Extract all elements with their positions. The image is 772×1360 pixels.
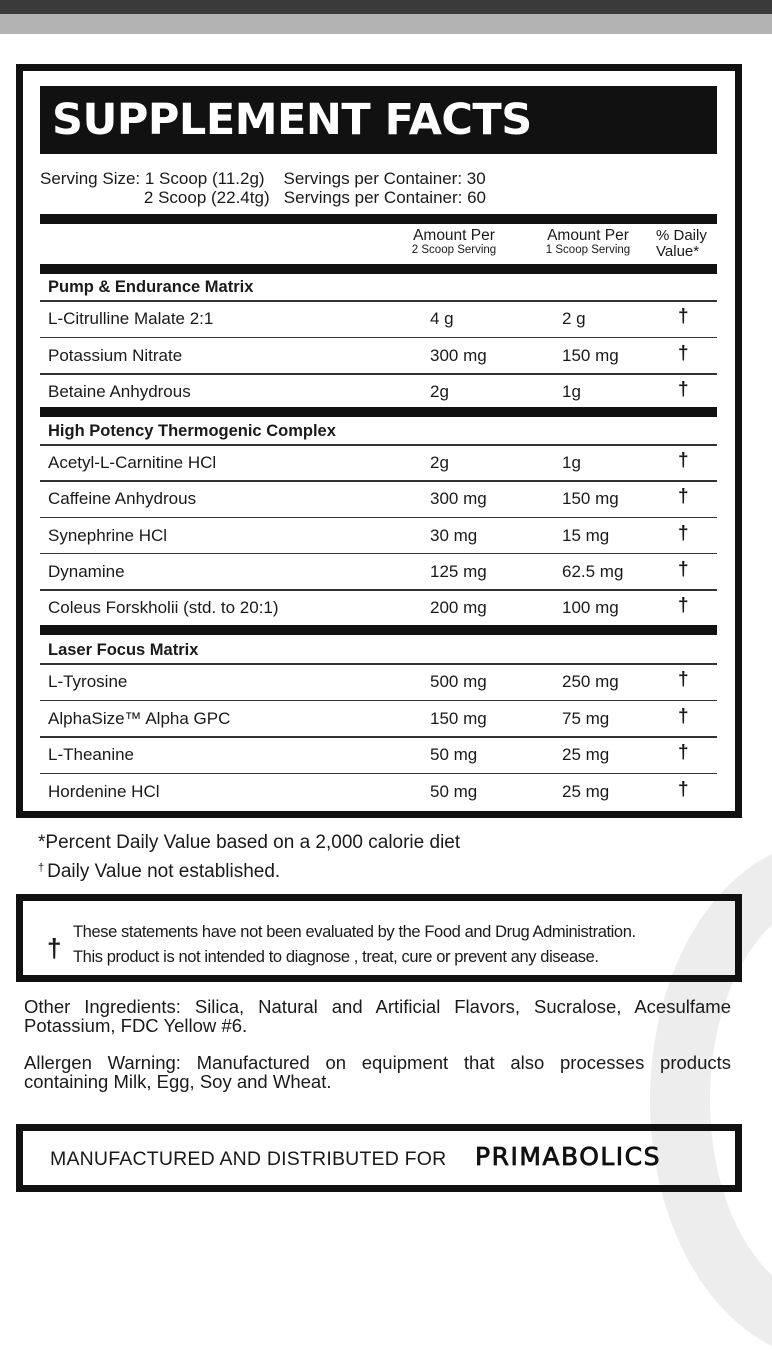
fda-disclaimer-box	[16, 894, 742, 982]
ingredient-name: L-Theanine	[48, 745, 135, 764]
row-divider	[40, 300, 717, 302]
row-divider	[40, 589, 717, 591]
divider-thick	[40, 214, 717, 224]
amount-2-scoop: 4 g	[430, 309, 454, 328]
brand-logo: PRIMABOLICS	[475, 1142, 662, 1171]
ingredient-name: Potassium Nitrate	[48, 345, 183, 365]
amount-1-scoop: 1g	[562, 382, 581, 401]
ingredient-name: L-Tyrosine	[48, 672, 128, 691]
amount-1-scoop: 25 mg	[562, 781, 610, 801]
amount-1-scoop: 2 g	[562, 309, 586, 328]
fda-line-1: These statements have not been evaluated by the Food and Drug Administration.	[73, 923, 636, 941]
daily-value-dagger: †	[678, 379, 689, 400]
row-divider	[40, 480, 717, 482]
top-band-dark	[0, 0, 772, 14]
daily-value-dagger: †	[678, 522, 689, 544]
daily-value-dagger: †	[678, 742, 689, 763]
row-divider	[40, 517, 717, 519]
dagger-icon: †	[47, 933, 62, 963]
ingredient-name: Betaine Anhydrous	[48, 382, 191, 401]
daily-value-dagger: †	[678, 669, 689, 690]
column-header-daily-value: % Daily Value*	[656, 227, 707, 260]
amount-1-scoop: 100 mg	[562, 598, 619, 618]
ingredient-name: Caffeine Anhydrous	[48, 489, 197, 509]
serving-line-1: Serving Size: 1 Scoop (11.2g) Servings per Container: 30	[40, 169, 486, 188]
ingredient-name: Coleus Forskholii (std. to 20:1)	[48, 598, 279, 618]
top-band-gray	[0, 14, 772, 34]
amount-2-scoop: 300 mg	[430, 345, 487, 365]
section-title: High Potency Thermogenic Complex	[48, 422, 336, 440]
amount-1-scoop: 1g	[562, 453, 581, 472]
row-divider	[40, 444, 717, 446]
section-divider	[40, 625, 717, 635]
amount-1-scoop: 62.5 mg	[562, 561, 624, 581]
section-divider	[40, 407, 717, 417]
daily-value-dagger: †	[678, 306, 689, 327]
daily-value-dagger: †	[678, 595, 689, 617]
amount-2-scoop: 2g	[430, 382, 449, 401]
amount-1-scoop: 75 mg	[562, 708, 610, 728]
column-header-1-scoop: Amount Per 1 Scoop Serving	[545, 227, 631, 256]
row-divider	[40, 736, 717, 738]
section-divider	[40, 264, 717, 274]
amount-2-scoop: 150 mg	[430, 708, 487, 728]
amount-2-scoop: 30 mg	[430, 525, 478, 545]
amount-2-scoop: 50 mg	[430, 781, 478, 801]
serving-line-2: 2 Scoop (22.4tg) Servings per Container: 60	[40, 188, 486, 207]
ingredient-name: Synephrine HCl	[48, 525, 168, 545]
section-title: Pump & Endurance Matrix	[48, 278, 254, 296]
row-divider	[40, 553, 717, 555]
daily-value-dagger: †	[678, 342, 689, 364]
ingredient-name: L-Citrulline Malate 2:1	[48, 309, 214, 328]
amount-1-scoop: 150 mg	[562, 489, 619, 509]
row-divider	[40, 663, 717, 665]
amount-1-scoop: 250 mg	[562, 672, 619, 691]
row-divider	[40, 337, 717, 339]
panel-title: SUPPLEMENT FACTS	[40, 86, 717, 154]
ingredient-name: Hordenine HCl	[48, 781, 160, 801]
manufacturer-box	[16, 1124, 742, 1192]
amount-2-scoop: 50 mg	[430, 745, 478, 764]
supplement-facts-panel	[16, 64, 742, 818]
footnote-dagger: † Daily Value not established.	[38, 861, 281, 882]
ingredient-name: AlphaSize™ Alpha GPC	[48, 708, 231, 728]
row-divider	[40, 773, 717, 775]
amount-2-scoop: 125 mg	[430, 561, 487, 581]
ingredient-name: Acetyl-L-Carnitine HCl	[48, 453, 217, 472]
daily-value-dagger: †	[678, 558, 689, 580]
daily-value-dagger: †	[678, 450, 689, 471]
manufacturer-label: MANUFACTURED AND DISTRIBUTED FOR	[50, 1148, 447, 1170]
amount-1-scoop: 25 mg	[562, 745, 610, 764]
daily-value-dagger: †	[678, 486, 689, 508]
ingredient-name: Dynamine	[48, 561, 125, 581]
daily-value-dagger: †	[678, 705, 689, 727]
footnote-percent: *Percent Daily Value based on a 2,000 calorie diet	[38, 832, 461, 853]
amount-1-scoop: 150 mg	[562, 345, 619, 365]
other-ingredients: Other Ingredients: Silica, Natural and Artificial Flavors, Sucralose, Acesulfame Potassium, FDC Yellow #6.	[24, 996, 731, 1036]
amount-2-scoop: 2g	[430, 453, 449, 472]
amount-2-scoop: 200 mg	[430, 598, 487, 618]
amount-2-scoop: 500 mg	[430, 672, 487, 691]
section-title: Laser Focus Matrix	[48, 641, 199, 659]
daily-value-dagger: †	[678, 778, 689, 800]
amount-1-scoop: 15 mg	[562, 525, 610, 545]
row-divider	[40, 373, 717, 375]
row-divider	[40, 700, 717, 702]
amount-2-scoop: 300 mg	[430, 489, 487, 509]
allergen-warning: Allergen Warning: Manufactured on equipment that also processes products containing Milk, Egg, Soy and Wheat.	[24, 1052, 731, 1092]
fda-line-2: This product is not intended to diagnose , treat, cure or prevent any disease.	[73, 948, 599, 966]
column-header-2-scoop: Amount Per 2 Scoop Serving	[411, 227, 497, 256]
